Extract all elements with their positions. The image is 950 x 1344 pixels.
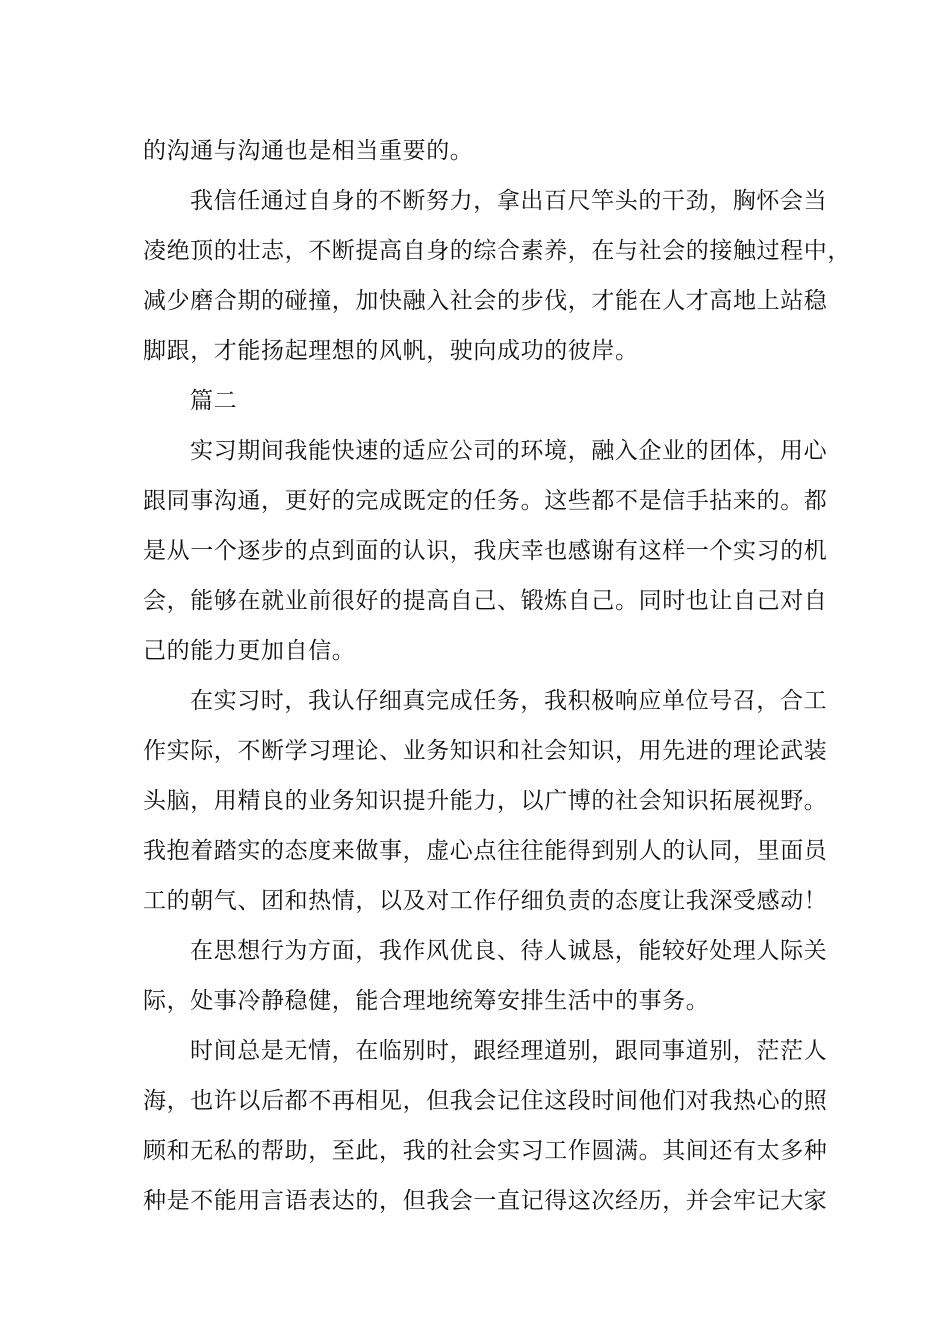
text-line: 脚跟，才能扬起理想的风帆，驶向成功的彼岸。 (143, 338, 639, 364)
text-line: 种是不能用言语表达的，但我会一直记得这次经历，并会牢记大家 (143, 1188, 828, 1214)
text-line: 我抱着踏实的态度来做事，虚心点往往能得到别人的认同，里面员 (143, 838, 828, 864)
text-line: 际，处事冷静稳健，能合理地统筹安排生活中的事务。 (143, 988, 710, 1014)
text-line: 时间总是无情，在临别时，跟经理道别，跟同事道别，茫茫人 (190, 1038, 828, 1064)
text-line: 作实际，不断学习理论、业务知识和社会知识，用先进的理论武装 (143, 738, 828, 764)
text-line: 我信任通过自身的不断努力，拿出百尺竿头的干劲，胸怀会当 (190, 188, 828, 214)
text-line: 工的朝气、团和热情，以及对工作仔细负责的态度让我深受感动！ (143, 888, 828, 914)
text-line: 己的能力更加自信。 (143, 638, 356, 664)
text-line: 凌绝顶的壮志，不断提高自身的综合素养，在与社会的接触过程中， (143, 238, 851, 264)
text-line: 顾和无私的帮助，至此，我的社会实习工作圆满。其间还有太多种 (143, 1138, 828, 1164)
text-line: 海，也许以后都不再相见，但我会记住这段时间他们对我热心的照 (143, 1088, 828, 1114)
text-line: 是从一个逐步的点到面的认识，我庆幸也感谢有这样一个实习的机 (143, 538, 828, 564)
section-heading: 篇二 (190, 388, 238, 414)
text-line: 在实习时，我认仔细真完成任务，我积极响应单位号召，合工 (190, 688, 828, 714)
text-line: 在思想行为方面，我作风优良、待人诚恳，能较好处理人际关 (190, 938, 828, 964)
text-line: 减少磨合期的碰撞，加快融入社会的步伐，才能在人才高地上站稳 (143, 288, 828, 314)
text-line: 头脑，用精良的业务知识提升能力，以广博的社会知识拓展视野。 (143, 788, 828, 814)
text-line: 会，能够在就业前很好的提高自己、锻炼自己。同时也让自己对自 (143, 588, 828, 614)
text-line: 的沟通与沟通也是相当重要的。 (143, 138, 474, 164)
text-line: 跟同事沟通，更好的完成既定的任务。这些都不是信手拈来的。都 (143, 488, 828, 514)
text-line: 实习期间我能快速的适应公司的环境，融入企业的团体，用心 (190, 438, 828, 464)
